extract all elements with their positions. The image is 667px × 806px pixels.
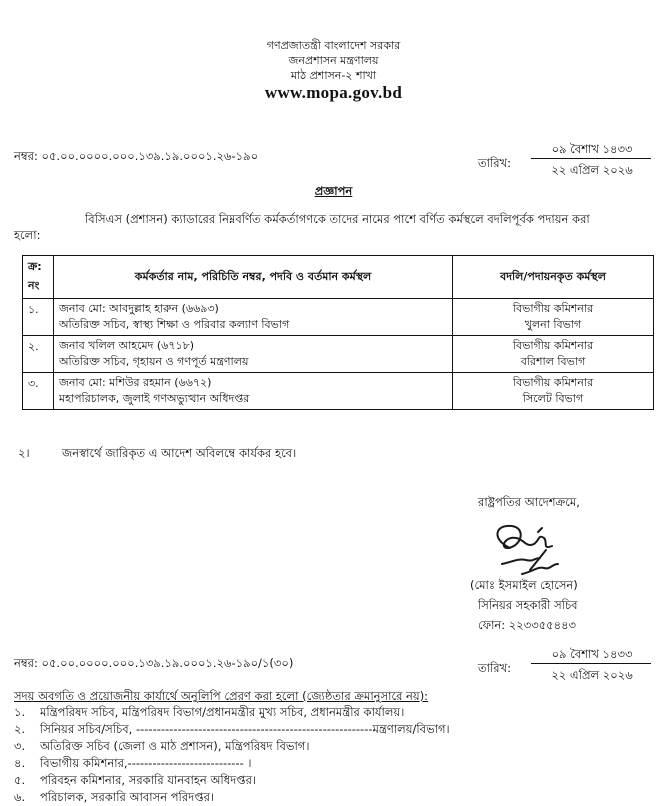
list-item — [14, 789, 450, 806]
posting-title: বিভাগীয় কমিশনার — [512, 339, 594, 352]
website-link[interactable]: www.mopa.gov.bd — [264, 83, 403, 102]
list-item-number: ৪. — [14, 756, 26, 770]
list-item — [14, 721, 450, 738]
document-title: প্রজ্ঞাপন — [314, 184, 353, 198]
memo-number-copy: নম্বর: ০৫.০০.০০০০.০০০.১৩৯.১৯.০০০১.২৬-১৯০/১(৩০) — [14, 656, 294, 670]
list-item-number: ৬. — [14, 790, 26, 804]
intro-text: বিসিএস (প্রশাসন) ক্যাডারের নিম্নবর্ণিত কর্মকর্তাগণকে তাদের নামের পাশে বর্ণিত কর্মস্থলে বদলিপূর্বক পদায়ন করা — [85, 212, 590, 226]
posting-division: বরিশাল বিভাগ — [520, 355, 586, 368]
list-item-text: পরিবহন কমিশনার, সরকারি যানবাহন অধিদপ্তর। — [40, 773, 257, 787]
intro-text-continued: হলো: — [14, 228, 41, 242]
signatory-name: (মোঃ ইসমাইল হোসেন) — [470, 578, 578, 592]
section-name: মাঠ প্রশাসন-২ শাখা — [290, 69, 377, 82]
distribution-heading: সদয় অবগতি ও প্রয়োজনীয় কার্যার্থে অনুলিপি প্রেরণ করা হলো (জ্যেষ্ঠতার ক্রমানুসারে নয়): — [14, 689, 429, 703]
row-officer — [54, 336, 453, 373]
date-bangla: ০৯ বৈশাখ ১৪৩৩ — [551, 142, 633, 156]
row-officer — [54, 373, 453, 410]
signatory-phone: ফোন: ২২৩৩৫৫৪৪৩ — [478, 618, 577, 632]
posting-header: বদলি/পদায়নকৃত কর্মস্থল — [453, 256, 654, 299]
government-name: গণপ্রজাতন্ত্রী বাংলাদেশ সরকার — [266, 39, 401, 52]
officer-header: কর্মকর্তার নাম, পরিচিতি নম্বর, পদবি ও বর্তমান কর্মস্থল — [54, 256, 453, 299]
clause-text: জনস্বার্থে জারিকৃত এ আদেশ অবিলম্বে কার্যকর হবে। — [62, 446, 297, 460]
list-item — [14, 755, 450, 772]
posting-division: খুলনা বিভাগ — [524, 318, 582, 331]
list-item-text: বিভাগীয় কমিশনার,---------------------------- । — [40, 756, 252, 770]
posting-division: সিলেট বিভাগ — [522, 392, 584, 405]
officer-name: জনাব মো: মশিউর রহমান (৬৬৭২) — [59, 376, 212, 389]
date-divider-copy — [531, 663, 651, 664]
ministry-name: জনপ্রশাসন মন্ত্রণালয় — [288, 54, 379, 67]
officer-name: জনাব মো: আবদুল্লাহ হারুন (৬৬৯৩) — [59, 302, 219, 315]
table-row — [23, 336, 654, 373]
transfer-table — [22, 255, 654, 410]
row-posting — [453, 373, 654, 410]
date-english-copy: ২২ এপ্রিল ২০২৬ — [551, 668, 633, 682]
list-item-text: সিনিয়র সচিব/সচিব, ---------------------------------------------------------মন্ত্রণালয়/বিভাগ। — [40, 722, 450, 736]
date-label-copy: তারিখ: — [478, 661, 512, 675]
list-item — [14, 772, 450, 789]
row-posting — [453, 299, 654, 336]
list-item-text: মন্ত্রিপরিষদ সচিব, মন্ত্রিপরিষদ বিভাগ/প্রধানমন্ত্রীর মুখ্য সচিব, প্রধানমন্ত্রীর কার্যালয়। — [40, 705, 405, 719]
row-serial: ২. — [23, 336, 54, 373]
officer-name: জনাব খলিল আহমেদ (৬৭১৮) — [59, 339, 195, 352]
date-divider — [531, 158, 651, 159]
officer-designation: অতিরিক্ত সচিব, স্বাস্থ্য শিক্ষা ও পরিবার কল্যাণ বিভাগ — [59, 318, 290, 331]
signatory-designation: সিনিয়র সহকারী সচিব — [478, 598, 578, 612]
officer-designation: অতিরিক্ত সচিব, গৃহায়ন ও গণপূর্ত মন্ত্রণালয় — [59, 355, 249, 368]
clause-number: ২। — [18, 446, 30, 460]
order-of-president: রাষ্ট্রপতির আদেশক্রমে, — [478, 495, 580, 509]
memo-number: নম্বর: ০৫.০০.০০০০.০০০.১৩৯.১৯.০০০১.২৬-১৯০ — [14, 149, 259, 163]
list-item — [14, 738, 450, 755]
list-item-number: ২. — [14, 722, 26, 736]
row-officer — [54, 299, 453, 336]
list-item-number: ১. — [14, 705, 26, 719]
list-item — [14, 704, 450, 721]
list-item-number: ৩. — [14, 739, 26, 753]
posting-title: বিভাগীয় কমিশনার — [512, 376, 594, 389]
list-item-text: অতিরিক্ত সচিব (জেলা ও মাঠ প্রশাসন), মন্ত্রিপরিষদ বিভাগ। — [40, 739, 310, 753]
list-item-text: পরিচালক, সরকারি আবাসন পরিদপ্তর। — [40, 790, 215, 804]
date-bangla-copy: ০৯ বৈশাখ ১৪৩৩ — [551, 647, 633, 661]
officer-designation: মহাপরিচালক, জুলাই গণঅভ্যুত্থান অধিদপ্তর — [59, 392, 250, 405]
posting-title: বিভাগীয় কমিশনার — [512, 302, 594, 315]
row-serial: ১. — [23, 299, 54, 336]
distribution-list — [14, 704, 450, 806]
row-posting — [453, 336, 654, 373]
date-english: ২২ এপ্রিল ২০২৬ — [551, 163, 633, 177]
row-serial: ৩. — [23, 373, 54, 410]
serial-header: ক্র: নং — [23, 256, 54, 299]
table-row — [23, 373, 654, 410]
letterhead — [0, 38, 667, 100]
table-header-row — [23, 256, 654, 299]
list-item-number: ৫. — [14, 773, 26, 787]
table-row — [23, 299, 654, 336]
date-label: তারিখ: — [478, 156, 512, 170]
